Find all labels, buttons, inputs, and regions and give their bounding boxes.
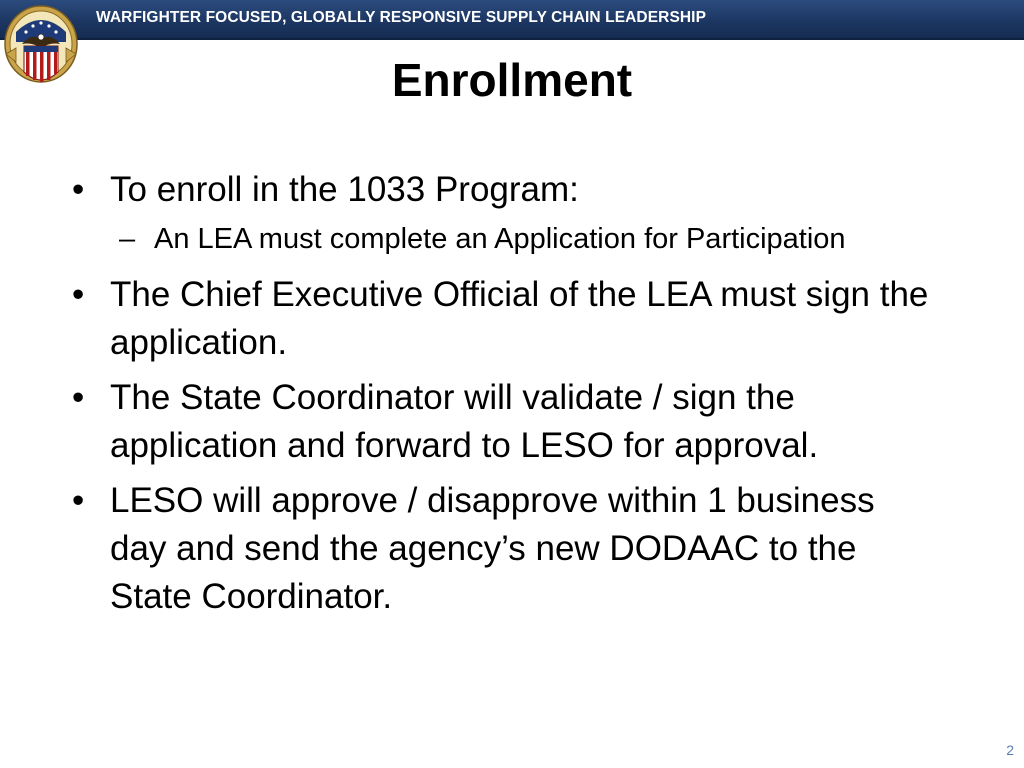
bullet-text: To enroll in the 1033 Program: (110, 170, 579, 209)
bullet-item (72, 374, 960, 470)
banner-text: WARFIGHTER FOCUSED, GLOBALLY RESPONSIVE SUPPLY CHAIN LEADERSHIP (96, 9, 707, 26)
bullet-marker: • (72, 170, 85, 209)
bullet-item (72, 477, 890, 621)
bullet-item (72, 166, 992, 214)
bullet-marker: • (72, 481, 85, 520)
bullet-marker: • (72, 378, 85, 417)
sub-bullet-marker: – (119, 223, 136, 255)
slide-title: Enrollment (391, 54, 633, 106)
header-banner (0, 0, 1024, 40)
sub-bullet-item (72, 219, 992, 259)
bullet-list (72, 166, 992, 628)
bullet-text: LESO will approve / disapprove within 1 business day and send the agency’s new DODAAC to the State Coordinator. (110, 481, 875, 616)
bullet-text: The Chief Executive Official of the LEA must sign the application. (110, 275, 929, 362)
bullet-marker: • (72, 275, 85, 314)
sub-bullet-text: An LEA must complete an Application for Participation (154, 223, 846, 255)
page-number: 2 (1006, 742, 1014, 758)
bullet-item (72, 271, 930, 367)
bullet-text: The State Coordinator will validate / sign the application and forward to LESO for approval. (110, 378, 819, 465)
